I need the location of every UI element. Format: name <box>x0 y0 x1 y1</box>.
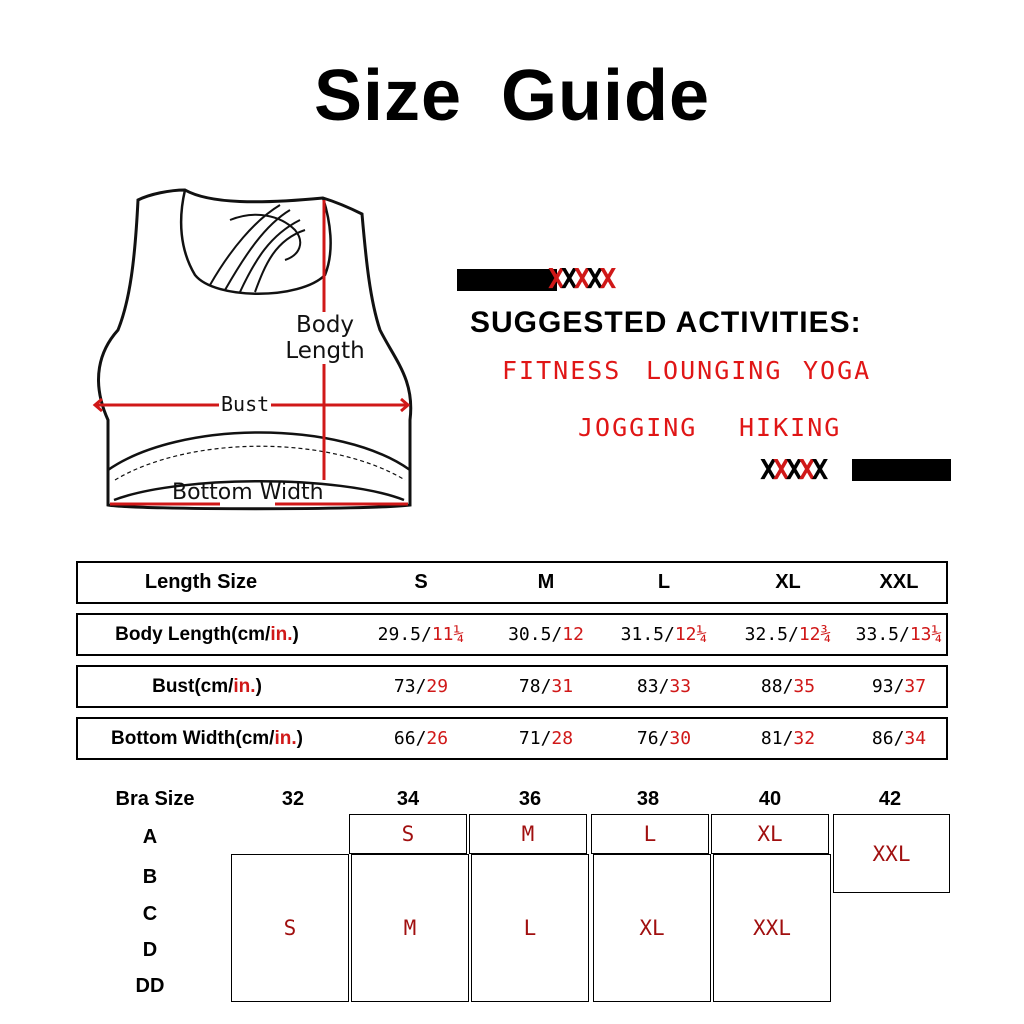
cm-value: 76/ <box>636 728 670 749</box>
activity-lounging: LOUNGING <box>646 356 783 385</box>
bra-size-label: Bra Size <box>115 788 195 810</box>
decorative-bar-bottom <box>852 459 951 481</box>
table-cell <box>493 719 599 758</box>
inch-value: 34 <box>904 728 927 749</box>
cm-value: 31.5/ <box>620 624 675 645</box>
cup-d: D <box>142 939 158 961</box>
bust-label: Bust <box>221 392 270 416</box>
row-label-main: Bust(cm/ <box>152 675 234 697</box>
cm-value: 32.5/ <box>744 624 799 645</box>
length-size-label: Length Size <box>144 571 258 593</box>
inch-value: 13¼ <box>909 624 943 645</box>
table-cell <box>735 667 841 706</box>
inch-value: 28 <box>551 728 574 749</box>
body-length-line1: Body <box>295 312 355 338</box>
cup-c: C <box>142 903 158 925</box>
size-xxl: XXL <box>879 571 919 593</box>
band-32: 32 <box>281 788 305 810</box>
row-label-main: Bottom Width(cm/ <box>111 727 275 749</box>
cross-stitch-icon-bottom: XXXXX <box>760 453 825 486</box>
table-cell <box>735 719 841 758</box>
bra-a-cell <box>591 814 709 854</box>
band-34: 34 <box>396 788 420 810</box>
inch-value: 26 <box>426 728 449 749</box>
bra-size-value: XL <box>639 916 665 940</box>
table-cell <box>846 719 952 758</box>
size-row-bottom-width <box>76 717 948 760</box>
table-cell <box>493 667 599 706</box>
size-row-body-length <box>76 613 948 656</box>
table-cell <box>846 667 952 706</box>
table-cell <box>611 667 717 706</box>
band-38: 38 <box>636 788 660 810</box>
cm-value: 83/ <box>636 676 670 697</box>
table-cell <box>846 615 952 654</box>
row-label-end: ) <box>292 623 299 645</box>
bra-lower-cell <box>471 854 589 1002</box>
bra-size-value: L <box>643 822 657 846</box>
band-40: 40 <box>758 788 782 810</box>
row-label <box>78 615 336 654</box>
inch-value: 12¾ <box>798 624 832 645</box>
size-table-header <box>76 561 948 604</box>
size-l: L <box>657 571 671 593</box>
cup-a: A <box>142 826 158 848</box>
cm-value: 73/ <box>393 676 427 697</box>
cup-dd: DD <box>135 975 165 997</box>
activity-hiking: HIKING <box>739 413 842 442</box>
cm-value: 93/ <box>871 676 905 697</box>
inch-value: 30 <box>669 728 692 749</box>
row-label-unit: in. <box>233 675 256 697</box>
bra-42-cell <box>833 814 950 893</box>
bra-size-value: M <box>403 916 417 940</box>
activity-jogging: JOGGING <box>578 413 698 442</box>
bra-size-value: S <box>283 916 297 940</box>
cm-value: 81/ <box>760 728 794 749</box>
bra-size-value: XXL <box>872 841 911 866</box>
bra-size-value: XL <box>757 822 783 846</box>
row-label-end: ) <box>296 727 303 749</box>
bra-lower-cell <box>231 854 349 1002</box>
cm-value: 71/ <box>518 728 552 749</box>
row-label-unit: in. <box>270 623 293 645</box>
bottom-width-label: Bottom Width <box>172 480 324 505</box>
row-label <box>78 719 336 758</box>
cup-b: B <box>142 866 158 888</box>
cm-value: 78/ <box>518 676 552 697</box>
bra-lower-cell <box>593 854 711 1002</box>
size-s: S <box>414 571 428 593</box>
table-cell <box>611 615 717 654</box>
band-42: 42 <box>878 788 902 810</box>
decorative-bar-top <box>457 269 557 291</box>
inch-value: 29 <box>426 676 449 697</box>
row-label <box>78 667 336 706</box>
cm-value: 88/ <box>760 676 794 697</box>
activities-title: SUGGESTED ACTIVITIES: <box>470 306 862 339</box>
row-label-end: ) <box>255 675 262 697</box>
inch-value: 35 <box>793 676 816 697</box>
table-cell <box>368 719 474 758</box>
band-36: 36 <box>518 788 542 810</box>
bra-a-cell <box>711 814 829 854</box>
inch-value: 12¼ <box>674 624 708 645</box>
inch-value: 32 <box>793 728 816 749</box>
size-row-bust <box>76 665 948 708</box>
cross-stitch-icon-top: XXXXX <box>548 262 613 295</box>
table-cell <box>611 719 717 758</box>
inch-value: 33 <box>669 676 692 697</box>
bra-size-value: XXL <box>753 916 791 940</box>
bra-a-cell <box>469 814 587 854</box>
bra-size-value: L <box>523 916 537 940</box>
body-length-label <box>283 312 367 364</box>
row-label-main: Body Length(cm/ <box>115 623 271 645</box>
inch-value: 37 <box>904 676 927 697</box>
body-length-line2: Length <box>285 338 365 364</box>
table-cell <box>493 615 599 654</box>
activity-yoga: YOGA <box>803 356 872 385</box>
bra-a-cell <box>349 814 467 854</box>
bra-size-value: M <box>521 822 535 846</box>
bra-size-value: S <box>401 822 415 846</box>
inch-value: 31 <box>551 676 574 697</box>
cm-value: 66/ <box>393 728 427 749</box>
cm-value: 33.5/ <box>855 624 910 645</box>
size-xl: XL <box>775 571 801 593</box>
table-cell <box>368 667 474 706</box>
sports-bra-diagram <box>80 180 425 525</box>
cm-value: 29.5/ <box>377 624 432 645</box>
table-cell <box>735 615 841 654</box>
bra-lower-cell <box>351 854 469 1002</box>
inch-value: 12 <box>562 624 584 645</box>
cm-value: 86/ <box>871 728 905 749</box>
table-cell <box>368 615 474 654</box>
row-label-unit: in. <box>274 727 297 749</box>
page-title: Size Guide <box>313 56 711 136</box>
size-m: M <box>537 571 555 593</box>
bra-lower-cell <box>713 854 831 1002</box>
cm-value: 30.5/ <box>508 624 563 645</box>
activity-fitness: FITNESS <box>502 356 622 385</box>
inch-value: 11¼ <box>431 624 465 645</box>
